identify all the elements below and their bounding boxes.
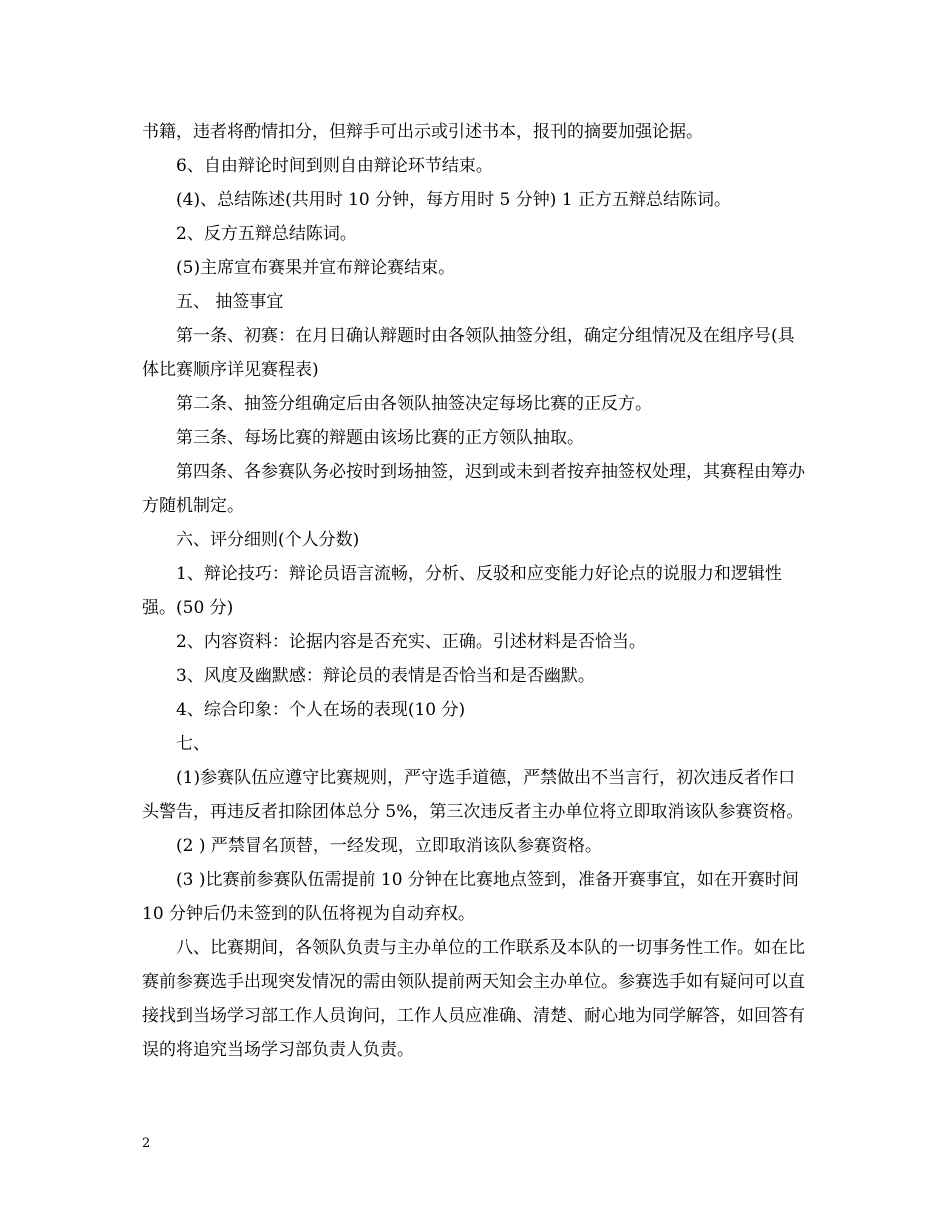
paragraph-scoring-2: 2、内容资料：论据内容是否充实、正确。引述材料是否恰当。 bbox=[176, 632, 646, 652]
paragraph-scoring-1: 1、辩论技巧：辩论员语言流畅，分析、反驳和应变能力好论点的说服力和逻辑性强。(50 分) bbox=[142, 564, 782, 618]
heading-scoring-rules: 六、评分细则(个人分数) bbox=[176, 530, 360, 550]
paragraph-scoring-4: 4、综合印象：个人在场的表现(10 分) bbox=[176, 700, 466, 720]
paragraph-free-debate-end: 6、自由辩论时间到则自由辩论环节结束。 bbox=[176, 156, 493, 176]
paragraph-rule-1: (1)参赛队伍应遵守比赛规则，严守选手道德，严禁做出不当言行，初次违反者作口头警告，再违反者扣除团体总分 5%，第三次违反者主办单位将立即取消该队参赛资格。 bbox=[142, 768, 804, 822]
document-body bbox=[142, 115, 810, 1067]
paragraph-chair-announce: (5)主席宣布赛果并宣布辩论赛结束。 bbox=[176, 258, 456, 278]
paragraph-rule-3: (3 )比赛前参赛队伍需提前 10 分钟在比赛地点签到，准备开赛事宜，如在开赛时间 10 分钟后仍未签到的队伍将视为自动弃权。 bbox=[142, 870, 799, 924]
paragraph-article-2: 第二条、抽签分组确定后由各领队抽签决定每场比赛的正反方。 bbox=[176, 394, 652, 414]
paragraph-con-summary: 2、反方五辩总结陈词。 bbox=[176, 224, 357, 244]
paragraph-rule-2: (2 ) 严禁冒名顶替，一经发现，立即取消该队参赛资格。 bbox=[176, 836, 602, 856]
heading-section-7: 七、 bbox=[176, 734, 210, 754]
paragraph-continuation: 书籍，违者将酌情扣分，但辩手可出示或引述书本，报刊的摘要加强论据。 bbox=[142, 122, 703, 142]
paragraph-article-3: 第三条、每场比赛的辩题由该场比赛的正方领队抽取。 bbox=[176, 428, 584, 448]
paragraph-section-8: 八、比赛期间，各领队负责与主办单位的工作联系及本队的一切事务性工作。如在比赛前参赛选手出现突发情况的需由领队提前两天知会主办单位。参赛选手如有疑问可以直接找到当场学习部工作人员询问，工作人员应准确、清楚、耐心地为同学解答，如回答有误的将追究当场学习部负责人负责。 bbox=[142, 938, 805, 1060]
paragraph-scoring-3: 3、风度及幽默感：辩论员的表情是否恰当和是否幽默。 bbox=[176, 666, 595, 686]
paragraph-article-4: 第四条、各参赛队务必按时到场抽签，迟到或未到者按弃抽签权处理，其赛程由筹办方随机制定。 bbox=[142, 462, 805, 516]
page-number: 2 bbox=[142, 1136, 151, 1151]
heading-draw-matters: 五、 抽签事宜 bbox=[176, 292, 284, 312]
paragraph-summary-statement: (4)、总结陈述(共用时 10 分钟，每方用时 5 分钟) 1 正方五辩总结陈词。 bbox=[176, 190, 732, 210]
paragraph-article-1: 第一条、初赛：在月日确认辩题时由各领队抽签分组，确定分组情况及在组序号(具体比赛顺序详见赛程表) bbox=[142, 326, 795, 380]
